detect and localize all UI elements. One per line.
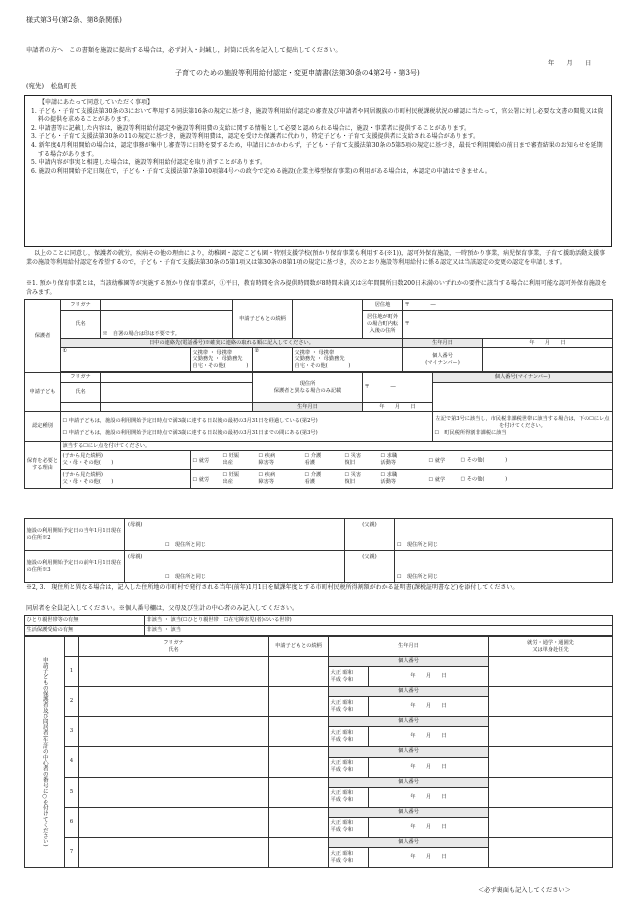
household-relation-input[interactable] (269, 807, 329, 837)
same-address-check[interactable]: ☐ 現住所と同じ (397, 574, 438, 580)
care-opt-other[interactable]: ☐ その他( ) (460, 476, 508, 483)
household-era[interactable]: 大正 昭和 平成 令和 (329, 757, 369, 777)
household-relation-input[interactable] (269, 777, 329, 807)
care-opt-school[interactable]: ☐ 就学 (428, 457, 446, 464)
child-address-label: 現住所 保護者と異なる場合のみ記載 (253, 373, 363, 403)
cert-option-2[interactable]: ☐ 申請子どもは，施設の利用開始予定日時点で満3歳に達する日以後の最初の3月31日を経過している(第2号) (62, 417, 318, 424)
guardian-birth-input[interactable]: 年 月 日 (483, 339, 613, 348)
household-name-input[interactable] (79, 717, 269, 747)
household-era[interactable]: 大正 昭和 平成 令和 (329, 848, 369, 868)
household-work-input[interactable] (489, 837, 613, 867)
household-work-header: 就労・通学・通園先 又は単身赴任先 (489, 637, 613, 657)
care-opt-pregnancy[interactable]: ☐ 妊娠 出産 (222, 453, 240, 466)
household-row-number: 7 (65, 837, 79, 867)
care-opt-work[interactable]: ☐ 就労 (192, 457, 210, 464)
residence-prev-year-label: 施設の利用開始予定日の前年1月1日現在の住所※3 (25, 551, 125, 583)
guardian-birth-label: 生年月日 (403, 339, 483, 348)
household-mynumber[interactable]: 個人番号 (329, 837, 489, 847)
father-label: (父親) (345, 519, 395, 551)
household-side-label: 申請子どもの保護者及び同居者(生計の中心者の番号に○を付けてください) (41, 657, 48, 847)
household-table (24, 636, 613, 868)
care-opt-work[interactable]: ☐ 就労 (192, 476, 210, 483)
household-name-input[interactable] (79, 807, 269, 837)
same-address-check[interactable]: ☐ 現住所と同じ (165, 542, 206, 548)
note-1: ※1. 預かり保育事業とは，当該幼稚園等が実施する預かり保育事業が，①平日，教育時間を含み提供時間数が8時間未満又は②年間開所日数200日未満のいずれかの要件に該当する場合に利用可能な認可外保育施設を含みます。 (26, 280, 607, 296)
household-ymd[interactable]: 年 月 日 (369, 757, 489, 777)
note-2: ※2, 3. 現住所と異なる場合は，記入した住所地の市町村で発行される当年(前年)1月1日を賦課年度とする市町村民税所得割額がわかる証明書(課税証明書など)を添付してください。 (26, 584, 519, 591)
residence-current-year-label: 施設の利用開始予定日の当年1月1日現在の住所※2 (25, 519, 125, 551)
household-relation-input[interactable] (269, 747, 329, 777)
household-mynumber[interactable]: 個人番号 (329, 807, 489, 817)
household-row-number: 4 (65, 747, 79, 777)
care-opt-jobsearch[interactable]: ☐ 求職 活動等 (380, 472, 398, 485)
residence-current-father[interactable] (395, 519, 613, 551)
seal-note: ※ 自署の場合は印は不要です。 (102, 331, 180, 337)
household-row-number: 5 (65, 777, 79, 807)
household-row-number: 6 (65, 807, 79, 837)
mother-label: (母親) (128, 522, 143, 528)
household-work-input[interactable] (489, 687, 613, 717)
form-title: 子育てのための施設等利用給付認定・変更申請書(法第30条の4第2号・第3号) (175, 69, 420, 77)
care-row-1-relation[interactable]: (子から見た続柄) 父・母・その他( ) (61, 451, 191, 470)
household-ymd[interactable]: 年 月 日 (369, 727, 489, 747)
residence-table (24, 518, 613, 583)
guardian-mynumber-input[interactable] (483, 348, 613, 372)
household-name-header: フリガナ 氏名 (79, 637, 269, 657)
household-mynumber[interactable]: 個人番号 (329, 657, 489, 667)
household-relation-input[interactable] (269, 687, 329, 717)
guardian-label: 保護者 (25, 300, 61, 373)
mother-label: (母親) (128, 554, 143, 560)
consent-heading: 【申請にあたって同意していただく事項】 (39, 99, 154, 106)
single-parent-value[interactable]: 非該当 ・ 該当(☐ひとり親世帯 ☐在宅障害児(者)のいる世帯) (145, 616, 613, 626)
single-parent-label: ひとり親世帯等の有無 (25, 616, 145, 626)
household-mynumber[interactable]: 個人番号 (329, 717, 489, 727)
child-postal[interactable]: 〒 ― (363, 373, 433, 403)
household-name-input[interactable] (79, 687, 269, 717)
household-birth-header: 生年月日 (329, 637, 489, 657)
consent-item: 4. 新年度4月利用開始の場合は，認定事務が集中し審査等に日時を要するため，申請日にかかわらず，子ども・子育て支援法第30条の5第5項の規定に基づき，最長で利用開始の前日まで審査結果のお知らせを延期する場合があります。 (31, 141, 603, 158)
consent-item: 5. 申請内容が事実と相違した場合は，施設等利用給付認定を取り消すことがあります。 (31, 159, 267, 167)
residence-current-mother[interactable] (125, 519, 345, 551)
cert-side-check[interactable]: ☐ 町民税所得割非課税に該当 (434, 429, 507, 436)
household-relation-input[interactable] (269, 657, 329, 687)
contact-2[interactable]: ② (253, 348, 293, 372)
guardian-furigana-input[interactable] (101, 300, 233, 311)
care-reason-header: 該当する☐にレ点を付けてください。 (61, 442, 613, 451)
residence-prev-father[interactable] (395, 551, 613, 583)
consent-item: 1. 子ども・子育て支援法第30条の3において準用する同法第16条の規定に基づき，施設等利用給付認定の審査及び申請者や同居親族の市町村民税課税状況の確認に当たって，官公署に対し必要な文書の閲覧又は資料の提供を求めることがあります。 (31, 107, 604, 124)
household-work-input[interactable] (489, 657, 613, 687)
same-address-check[interactable]: ☐ 現住所と同じ (397, 542, 438, 548)
child-mynumber-input[interactable] (433, 383, 613, 412)
care-opt-nursing[interactable]: ☐ 介護 看護 (304, 472, 322, 485)
household-work-input[interactable] (489, 717, 613, 747)
guardian-mynumber-label: 個人番号 (マイナンバー) (403, 348, 483, 372)
consent-item: 2. 申請書等に記載した内容は，施設等利用給付認定や施設等利用費の支給に関する情報として必要と認められる場合に，施設・事業者に提供することがあります。 (31, 124, 471, 132)
care-opt-other[interactable]: ☐ その他( ) (460, 457, 508, 464)
household-ymd[interactable]: 年 月 日 (369, 848, 489, 868)
household-era[interactable]: 大正 昭和 平成 令和 (329, 697, 369, 717)
care-opt-nursing[interactable]: ☐ 介護 看護 (304, 453, 322, 466)
household-era[interactable]: 大正 昭和 平成 令和 (329, 787, 369, 807)
contact-2-type: 父携帯 ・ 母携帯 父勤務先 ・ 母勤務先 自宅・その他( ) (293, 348, 403, 372)
care-opt-illness[interactable]: ☐ 疾病 障害等 (258, 453, 276, 466)
cert-option-3[interactable]: ☐ 申請子どもは，施設の利用開始予定日時点で満3歳に達する日以後の最初の3月31日までの間にある(第3号) (62, 429, 318, 436)
household-relation-header: 申請子どもとの続柄 (269, 637, 329, 657)
household-ymd[interactable]: 年 月 日 (369, 787, 489, 807)
care-row-2-relation[interactable]: (子から見た続柄) 父・母・その他( ) (61, 470, 191, 489)
household-name-input[interactable] (79, 837, 269, 867)
household-row-number: 3 (65, 717, 79, 747)
certification-label: 認定種別 (25, 412, 61, 442)
welfare-value[interactable]: 非該当 ・ 該当 (145, 626, 613, 636)
guardian-postal[interactable]: 〒 ― (403, 300, 613, 311)
contact-1-type: 父携帯 ・ 母携帯 父勤務先 ・ 母勤務先 自宅・その他( ) (191, 348, 253, 372)
household-ymd[interactable]: 年 月 日 (369, 817, 489, 837)
child-furigana-label: フリガナ (61, 373, 101, 383)
form-number: 様式第3号(第2条、第8条関係) (26, 16, 122, 24)
contact-header: 日中の連絡先(電話番号)※確実に連絡の取れる順に記入してください。 (61, 339, 403, 348)
footer-note: ＜必ず裏面も記入してください＞ (478, 887, 571, 894)
guardian-address-label: 居住地 (363, 300, 403, 311)
declaration: 以上のことに同意し，保護者の就労，疾病その他の理由により，幼稚園・認定こども園・特別支援学校(預かり保育事業も利用する(※1))，認可外保育施設，一時預かり事業，病児保育事業，子育て援助活動支援事業の施設等利用給付認定を希望するので，子ども・子育て支援法第30条の5第1項又は第30条の8第1項の規定に基づき，次のとおり施設等利用給付に係る認定又は当該認定の変更の認定を申請します。 (26, 250, 606, 266)
consent-item: 6. 施設の利用開始予定日現在で，子ども・子育て支援法第7条第10項第4号ハの政令で定める施設(企業主導型保育事業)の利用がある場合は，本認定の申請はできません。 (31, 167, 491, 175)
child-birth-label: 生年月日 (253, 403, 363, 412)
cert-side-note: 左記で第3号に該当し，市民税非課税世帯に該当する場合は，下の☐にレ点を付けてください。 (435, 416, 610, 430)
child-birth-input[interactable]: 年 月 日 (363, 403, 433, 412)
household-row-number: 1 (65, 657, 79, 687)
father-label: (父親) (345, 551, 395, 583)
care-opt-illness[interactable]: ☐ 疾病 障害等 (258, 472, 276, 485)
contact-1[interactable]: ① (61, 348, 191, 372)
household-relation-input[interactable] (269, 837, 329, 867)
guardian-relation-input[interactable] (293, 300, 363, 339)
child-mynumber-label: 個人番号(マイナンバー) (433, 373, 613, 383)
household-row-number: 2 (65, 687, 79, 717)
applicant-table (24, 299, 613, 489)
household-note: 同居者を全員記入してください。※個人番号欄は，父母及び生計の中心者のみ記入してください。 (26, 605, 299, 612)
guardian-relation-label: 申請子どもとの続柄 (233, 300, 293, 339)
household-name-input[interactable] (79, 747, 269, 777)
intro-note: 申請者の方へ この書類を施設に提出する場合は，必ず封入・封緘し，封筒に氏名を記入して提出してください。 (26, 47, 342, 54)
care-opt-disaster[interactable]: ☐ 災害 復旧 (344, 453, 362, 466)
care-opt-jobsearch[interactable]: ☐ 求職 活動等 (380, 453, 398, 466)
welfare-label: 生活保護受給の有無 (25, 626, 145, 636)
consent-item: 3. 子ども・子育て支援法第30条の11の規定に基づき，施設等利用費は，認定を受けた保護者に代わり，特定子ども・子育て支援提供者に支給される場合があります。 (31, 133, 480, 141)
household-relation-input[interactable] (269, 717, 329, 747)
care-reason-label: 保育を必要とする理由 (25, 442, 61, 489)
child-name-label: 氏名 (61, 383, 101, 403)
guardian-name-input[interactable] (101, 311, 233, 339)
care-opt-pregnancy[interactable]: ☐ 妊娠 出産 (222, 472, 240, 485)
household-name-input[interactable] (79, 657, 269, 687)
child-label: 申請子ども (25, 373, 61, 412)
guardian-furigana-label: フリガナ (61, 300, 101, 311)
date-line: 年 月 日 (548, 60, 592, 67)
household-mynumber[interactable]: 個人番号 (329, 687, 489, 697)
care-opt-disaster[interactable]: ☐ 災害 復旧 (344, 472, 362, 485)
household-work-input[interactable] (489, 777, 613, 807)
child-name-input[interactable] (101, 383, 253, 403)
household-ymd[interactable]: 年 月 日 (369, 667, 489, 687)
guardian-moved-label: 居住地が町外の場合町内転入後の住所 (363, 311, 403, 339)
household-name-input[interactable] (79, 777, 269, 807)
household-mynumber[interactable]: 個人番号 (329, 777, 489, 787)
child-furigana-input[interactable] (101, 373, 253, 383)
household-work-input[interactable] (489, 747, 613, 777)
household-era[interactable]: 大正 昭和 平成 令和 (329, 667, 369, 687)
household-work-input[interactable] (489, 807, 613, 837)
household-era[interactable]: 大正 昭和 平成 令和 (329, 727, 369, 747)
status-table (24, 615, 613, 636)
household-era[interactable]: 大正 昭和 平成 令和 (329, 817, 369, 837)
residence-prev-mother[interactable] (125, 551, 345, 583)
same-address-check[interactable]: ☐ 現住所と同じ (165, 574, 206, 580)
household-mynumber[interactable]: 個人番号 (329, 747, 489, 757)
household-ymd[interactable]: 年 月 日 (369, 697, 489, 717)
guardian-name-label: 氏名 (61, 311, 101, 339)
care-opt-school[interactable]: ☐ 就学 (428, 476, 446, 483)
guardian-moved-input[interactable]: 〒 (403, 311, 613, 339)
consent-box (24, 95, 612, 247)
addressee: (宛先) 松島町長 (26, 82, 77, 90)
